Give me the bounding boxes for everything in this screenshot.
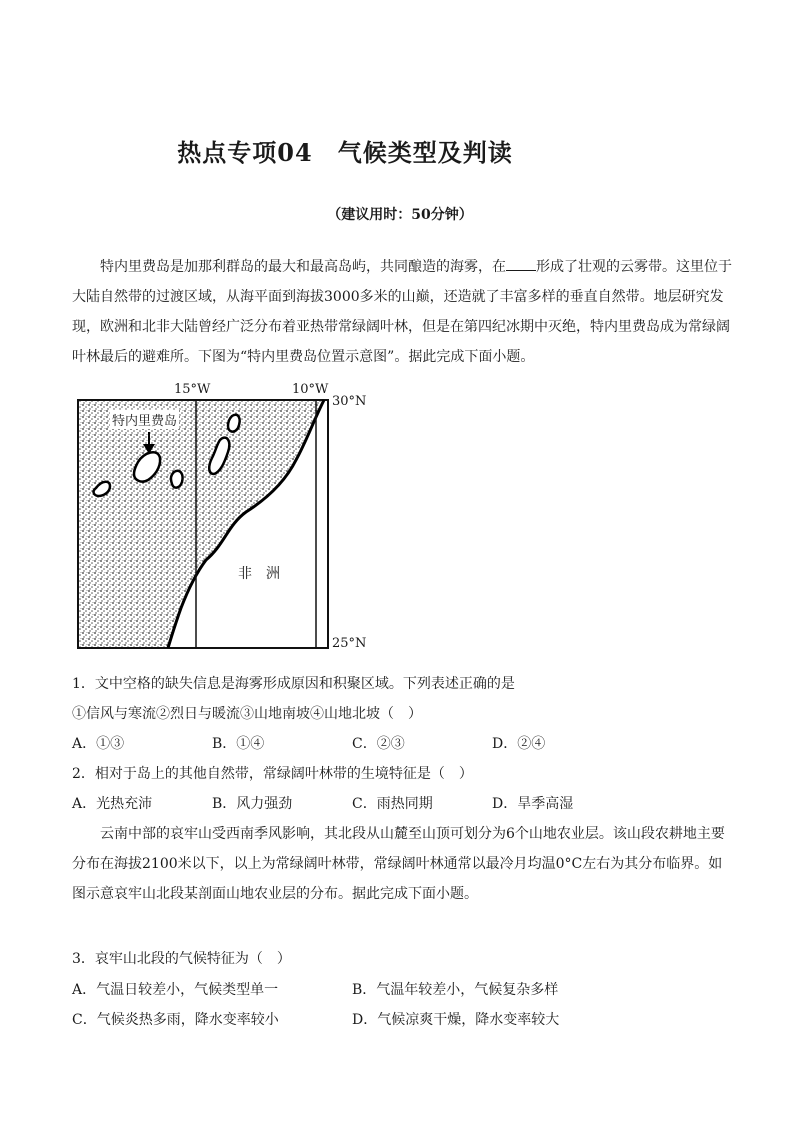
passage-ailao: 云南中部的哀牢山受西南季风影响，其北段从山麓至山顶可划分为6个山地农业层。该山段农耕地主要分布在海拔2100米以下，以上为常绿阔叶林带，常绿阔叶林通常以最冷月均温0°C左右为其分布临界。如图示意哀牢山北段某剖面山地农业层的分布。据此完成下面小题。: [72, 826, 725, 902]
q3-option-a[interactable]: A．气温日较差小，气候类型单一: [72, 982, 279, 998]
document-title: 热点专项04 气候类型及判读: [177, 138, 513, 167]
tenerife-location-map: [76, 380, 376, 652]
passage-tenerife: [72, 252, 732, 372]
q3-option-b[interactable]: B．气温年较差小，气候复杂多样: [352, 982, 559, 998]
q1-option-b[interactable]: B．①④: [212, 736, 265, 752]
island-3: [171, 471, 183, 488]
label-tenerife: 特内里费岛: [110, 410, 179, 429]
q2-option-a[interactable]: A．光热充沛: [72, 796, 153, 812]
q2-option-c[interactable]: C．雨热同期: [352, 796, 433, 812]
ocean-area: [78, 400, 324, 648]
island-5: [228, 415, 240, 432]
label-africa: 非 洲: [238, 566, 280, 582]
q1-option-c[interactable]: C．②③: [352, 736, 405, 752]
q1-stem: 1．文中空格的缺失信息是海雾形成原因和积聚区域。下列表述正确的是: [72, 676, 515, 692]
suggested-time: （建议用时：50分钟）: [327, 207, 473, 223]
q1-option-a[interactable]: A．①③: [72, 736, 125, 752]
q2-option-b[interactable]: B．风力强劲: [212, 796, 293, 812]
q1-items: ①信风与寒流②烈日与暖流③山地南坡④山地北坡（ ）: [72, 706, 422, 722]
label-10w: 10°W: [292, 382, 329, 397]
passage-part-1: 特内里费岛是加那利群岛的最大和最高岛屿，共同酿造的海雾，在: [100, 259, 506, 275]
q3-option-d[interactable]: D．气候凉爽干燥，降水变率较大: [352, 1012, 560, 1028]
q2-option-d[interactable]: D．旱季高湿: [492, 796, 574, 812]
q1-option-d[interactable]: D．②④: [492, 736, 546, 752]
fill-blank: [506, 256, 536, 271]
label-30n: 30°N: [332, 394, 367, 409]
q3-option-c[interactable]: C．气候炎热多雨，降水变率较小: [72, 1012, 279, 1028]
passage-part-2: 形成了壮观的云雾带。这里位于大陆自然带的过渡区域，从海平面到海拔3000多米的山巅，还造就了丰富多样的垂直自然带。地层研究发现，欧洲和北非大陆曾经广泛分布着亚热带常绿阔叶林，但是在第四纪冰期中灭绝，特内里费岛成为常绿阔叶林最后的避难所。下图为“特内里费岛位置示意图”。据此完成下面小题。: [72, 259, 732, 365]
q3-stem: 3．哀牢山北段的气候特征为（ ）: [72, 951, 291, 967]
label-15w: 15°W: [174, 382, 211, 397]
q2-stem: 2．相对于岛上的其他自然带，常绿阔叶林带的生境特征是（ ）: [72, 766, 473, 782]
label-25n: 25°N: [332, 636, 367, 651]
